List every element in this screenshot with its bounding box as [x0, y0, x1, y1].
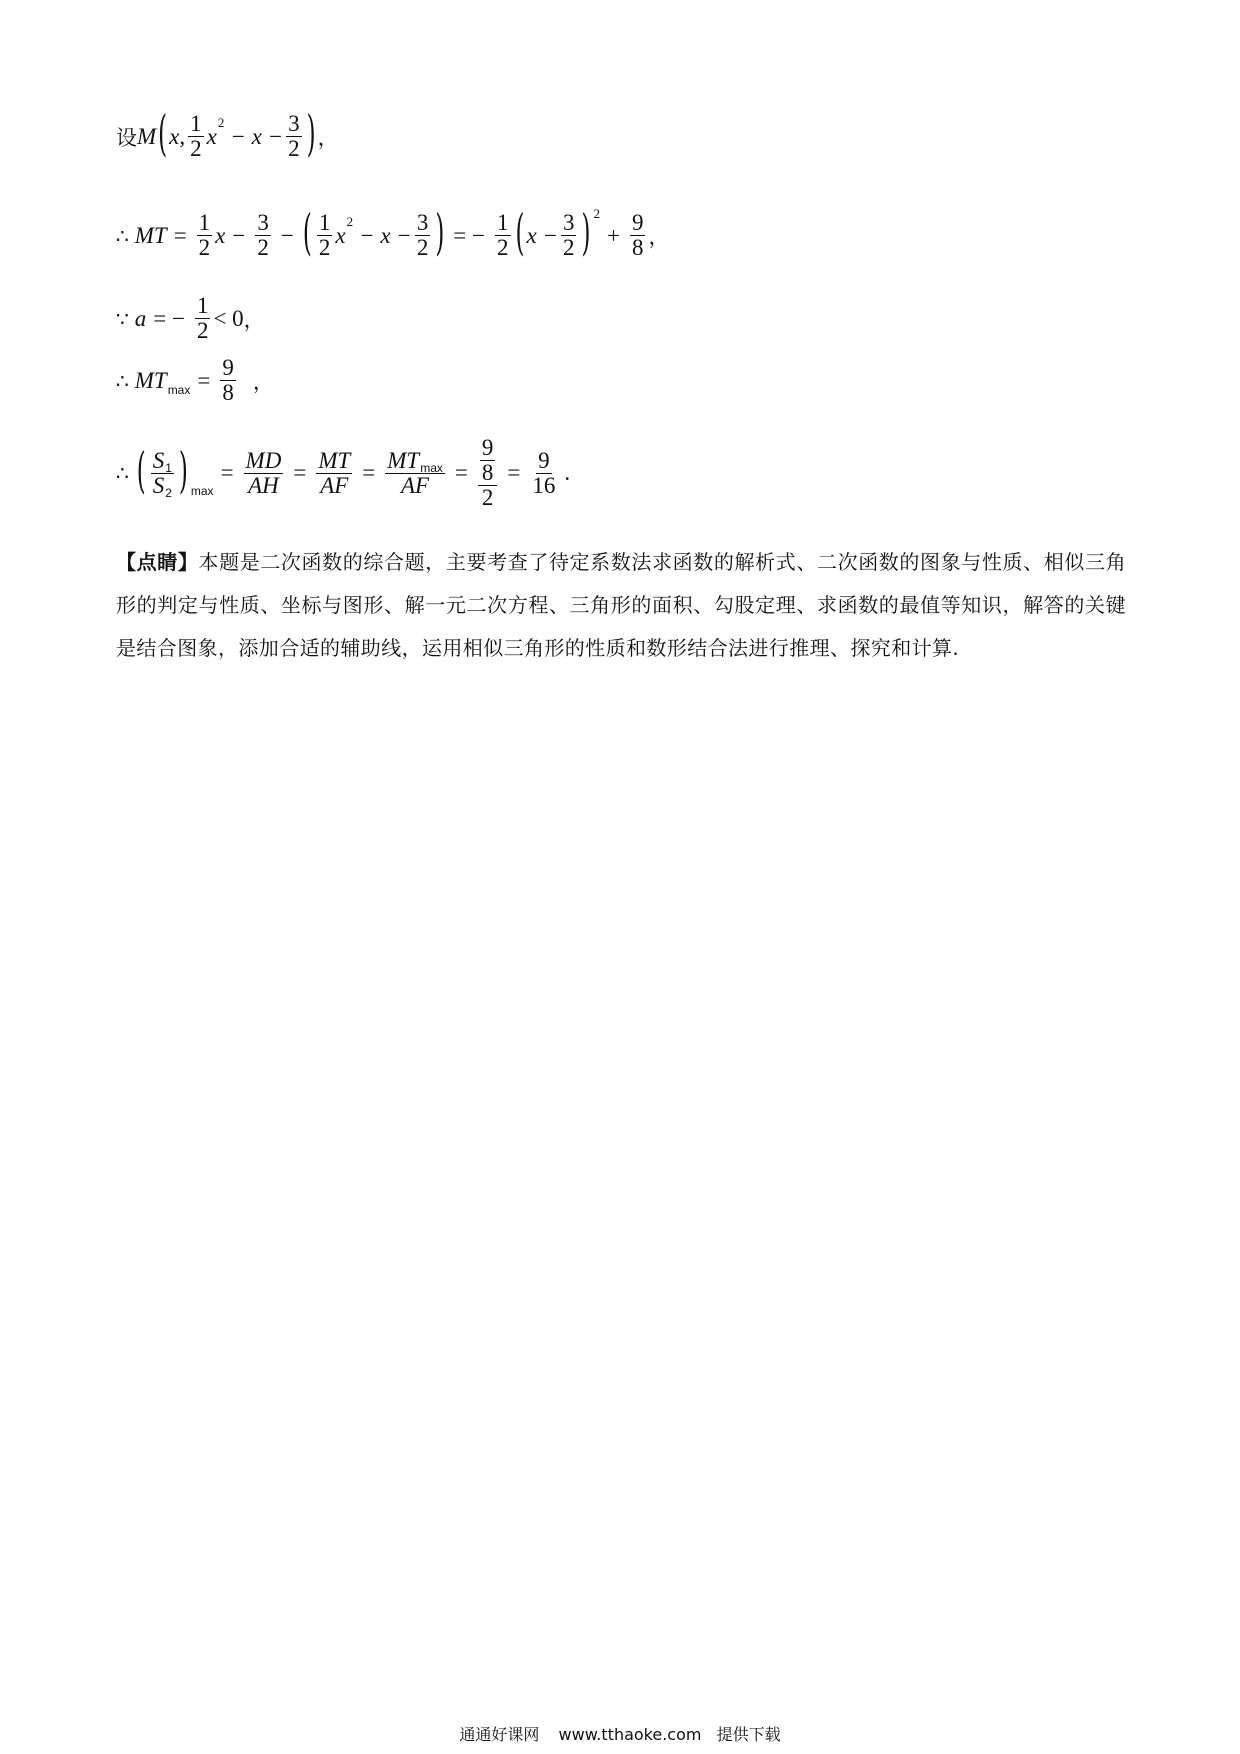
footer-suffix: 提供下载	[716, 1725, 781, 1744]
fraction: $\frac{MTmax}{AF}$	[387, 447, 443, 498]
operator: = −	[453, 222, 485, 248]
footer-url[interactable]: www.tthaoke.com	[558, 1725, 702, 1744]
term: x −	[526, 222, 558, 248]
equation-line-5	[116, 436, 570, 510]
compound-fraction: $\frac{\frac{9}{8}}{2}$	[478, 436, 498, 510]
term: < 0	[213, 305, 244, 331]
term: x	[206, 123, 217, 149]
punct: ，	[243, 307, 265, 332]
operator: =	[173, 222, 187, 248]
fraction: $\frac{S1}{S2}$	[152, 447, 172, 500]
fraction: $\frac{1}{2}$	[497, 210, 509, 261]
fraction: $\frac{9}{16}$	[532, 447, 556, 498]
operator: +	[606, 222, 620, 248]
operator: =	[507, 460, 521, 486]
fraction: $\frac{3}{2}$	[416, 210, 429, 261]
point-label: M	[137, 123, 157, 149]
operator: −	[280, 222, 294, 248]
paren-open: (	[302, 207, 312, 262]
operator: = −	[153, 305, 185, 331]
exponent: 2	[217, 114, 225, 130]
fraction: $\frac{3}{2}$	[288, 111, 300, 162]
comment-text: 本题是二次函数的综合题，主要考查了待定系数法求函数的解析式、二次函数的图象与性质、相似三角形的判定与性质、坐标与图形、解一元二次方程、三角形的面积、勾股定理、求函数的最值等知识，解答的关键是结合图象，添加合适的辅助线，运用相似三角形的性质和数形结合法进行推理、探究和计算.	[116, 550, 1126, 660]
subscript: max	[167, 382, 191, 397]
operator: =	[197, 367, 211, 393]
punct: .	[564, 460, 571, 486]
punct: ，	[252, 369, 274, 394]
paren-close: )	[581, 207, 591, 262]
therefore-symbol: ∴	[116, 368, 129, 393]
paren-close: )	[178, 444, 188, 500]
operator: =	[362, 460, 376, 486]
paren-open: (	[515, 207, 525, 262]
equation-line-1	[116, 108, 339, 163]
term: MT	[134, 367, 167, 393]
comment-paragraph	[116, 541, 1126, 670]
term: x	[335, 222, 346, 248]
paren-close: )	[306, 108, 316, 163]
because-symbol: ∵	[116, 306, 129, 331]
fraction: $\frac{3}{2}$	[562, 210, 575, 261]
fraction: $\frac{1}{2}$	[196, 293, 209, 344]
term: MT	[134, 222, 167, 248]
fraction: $\frac{1}{2}$	[198, 210, 211, 261]
exponent: 2	[593, 205, 600, 221]
operator: =	[454, 460, 468, 486]
term: x,	[169, 123, 186, 149]
paren-open: (	[158, 108, 168, 163]
fraction: $\frac{1}{2}$	[318, 210, 331, 261]
equation-line-3	[116, 294, 265, 343]
fraction: $\frac{MT}{AF}$	[318, 447, 351, 498]
text: 设	[116, 125, 137, 150]
term: a	[134, 305, 147, 331]
operator: −	[232, 222, 246, 248]
punct: ，	[648, 224, 670, 249]
operator: =	[220, 460, 234, 486]
footer-site-name: 通通好课网	[459, 1725, 540, 1744]
term: x	[215, 222, 226, 248]
comment-label: 【点睛】	[116, 550, 199, 574]
equation-line-4	[116, 356, 274, 405]
term: − x −	[359, 222, 412, 248]
punct: ，	[317, 125, 339, 150]
paren-close: )	[435, 207, 445, 262]
therefore-symbol: ∴	[116, 223, 129, 248]
page-footer	[0, 1722, 1240, 1745]
fraction: $\frac{9}{8}$	[631, 210, 644, 261]
fraction: $\frac{1}{2}$	[190, 111, 202, 162]
fraction: $\frac{9}{8}$	[222, 355, 234, 406]
equation-line-2	[116, 205, 670, 262]
paren-open: (	[136, 444, 146, 500]
exponent: 2	[346, 213, 354, 229]
therefore-symbol: ∴	[116, 461, 129, 486]
term: − x −	[230, 123, 284, 149]
operator: =	[293, 460, 307, 486]
fraction: $\frac{MD}{AH}$	[245, 447, 282, 498]
fraction: $\frac{3}{2}$	[257, 210, 269, 261]
subscript: max	[190, 484, 214, 499]
